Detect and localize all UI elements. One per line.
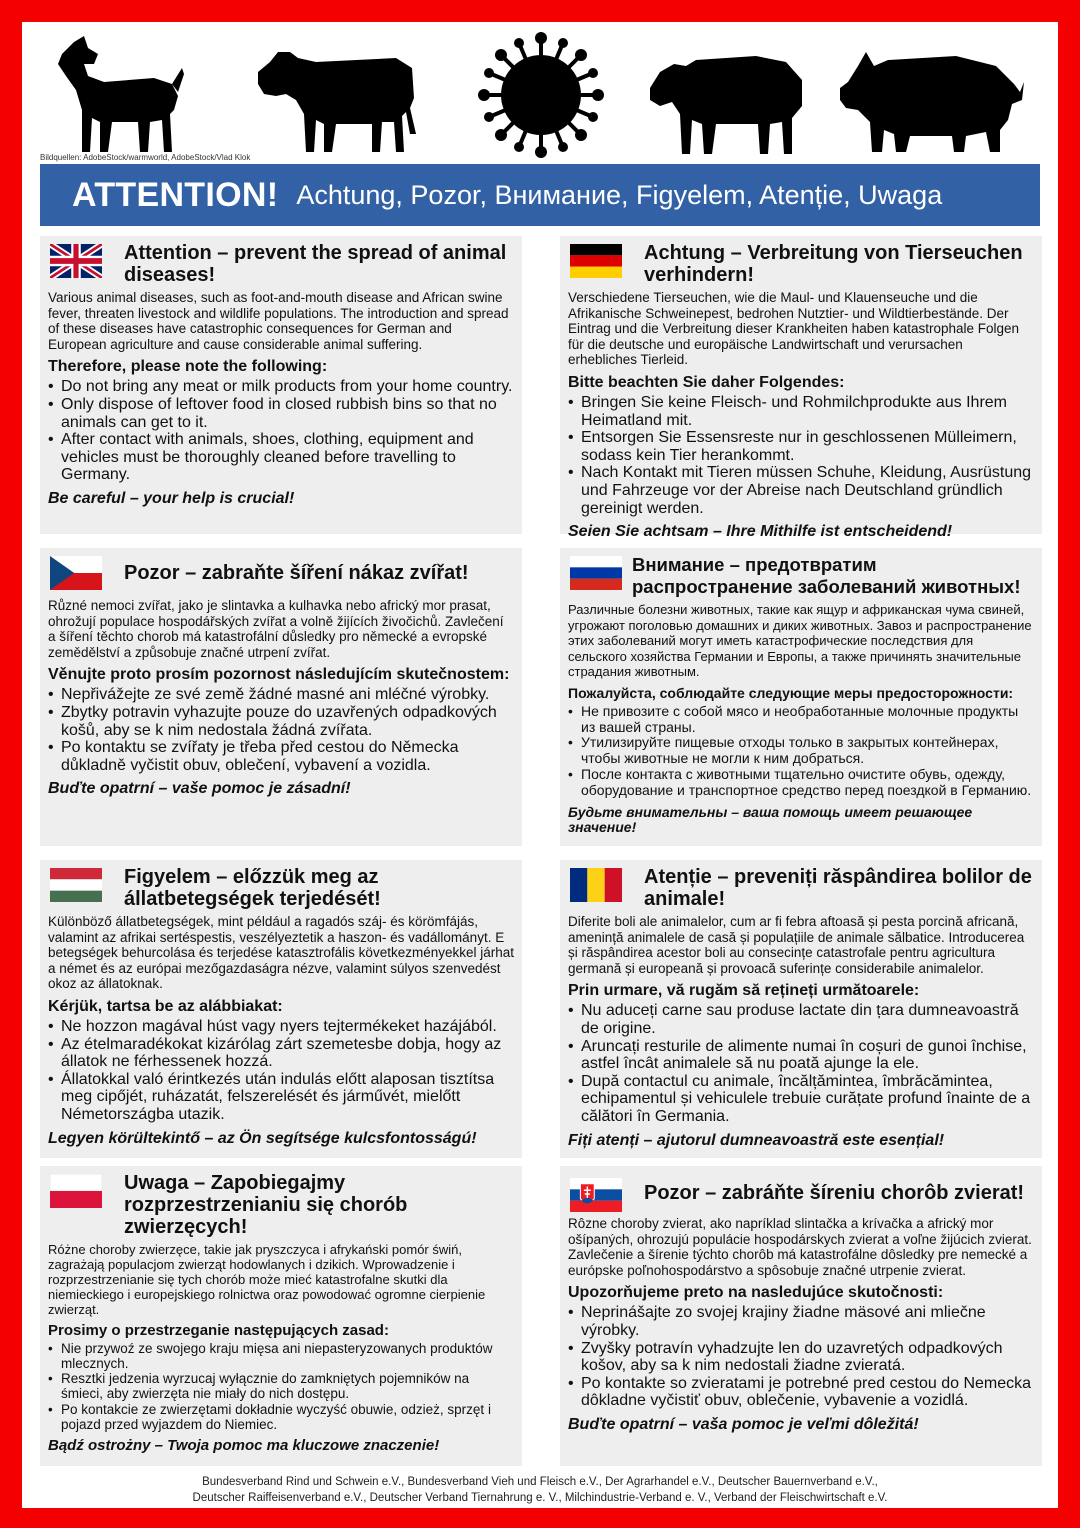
rules-list xyxy=(568,704,1034,799)
list-item: • Nach Kontakt mit Tieren müssen Schuhe, Kleidung, Ausrüstung und Fahrzeuge vor der Abreise nach Deutschland gründlich gereinigt werden. xyxy=(568,464,1034,517)
rules-list xyxy=(48,686,514,774)
rules-list xyxy=(48,1341,514,1432)
attention-banner xyxy=(40,164,1040,226)
section-english xyxy=(40,236,522,534)
section-intro: Různé nemoci zvířat, jako je slintavka a kulhavka nebo africký mor prasat, ohrožují populace hospodářských zvířat a volně žijících živočichů. Zavlečení a šíření těchto chorob má katastrofální důsledky pro německé a evropské zemědělství a způsobuje značné utrpení zvířat. xyxy=(48,598,504,660)
list-item: • Nie przywoź ze swojego kraju mięsa ani niepasteryzowanych produktów mlecznych. xyxy=(48,1341,514,1371)
romania-flag-icon xyxy=(570,868,622,902)
list-item: • Zbytky potravin vyhazujte pouze do uzavřených odpadkových košů, aby se k nim nedostala žádná zvířata. xyxy=(48,704,514,739)
section-intro: Różne choroby zwierzęce, takie jak pryszczyca i afrykański pomór świń, zagrażają populacjom zwierząt hodowlanych i dzikich. Wprowadzenie i rozprzestrzenianie się tych chorób może mieć katastrofalne skutki dla niemieckiego i europejskiego rolnictwa oraz powodować ogromne cierpienie zwierząt. xyxy=(48,1242,486,1317)
section-lead: Upozorňujeme preto na nasledujúce skutočnosti: xyxy=(568,1284,944,1302)
list-item: • После контакта с животными тщательно очистите обувь, одежду, оборудование и транспортное средство перед поездкой в Германию. xyxy=(568,767,1034,799)
section-intro: Различные болезни животных, такие как ящур и африканская чума свиней, угрожают поголовью домашних и диких животных. Завоз и распространение этих заболеваний могут иметь катастрофические последствия для сельского хозяйства Германии и Европы, а также причинять значительные страдания животным. xyxy=(568,602,1032,680)
section-lead: Пожалуйста, соблюдайте следующие меры предосторожности: xyxy=(568,684,1014,701)
section-title: Pozor – zabráňte šíreniu chorôb zvierat! xyxy=(644,1182,1025,1204)
germany-flag-icon xyxy=(570,244,622,278)
czech-flag-icon xyxy=(50,556,102,590)
list-item: • Only dispose of leftover food in closed rubbish bins so that no animals can get to it. xyxy=(48,396,514,431)
section-german xyxy=(560,236,1042,541)
section-lead: Věnujte proto prosím pozornost následujícím skutečnostem: xyxy=(48,666,510,684)
list-item: • Aruncați resturile de alimente numai în coșuri de gunoi închise, astfel încât animalele să nu poată ajunge la ele. xyxy=(568,1038,1034,1073)
list-item: • Az ételmaradékokat kizárólag zárt szemetesbe dobja, hogy az állatok ne férhessenek hozzá. xyxy=(48,1036,514,1071)
section-closing: Legyen körültekintő – az Ön segítsége kulcsfontosságú! xyxy=(48,1129,477,1147)
section-closing: Buďte opatrní – vaše pomoc je zásadní! xyxy=(48,780,351,798)
section-title: Figyelem – előzzük meg az állatbetegségek terjedését! xyxy=(124,866,381,910)
banner-headline: ATTENTION! xyxy=(72,175,279,214)
section-lead: Bitte beachten Sie daher Folgendes: xyxy=(568,373,845,391)
section-title: Achtung – Verbreitung von Tierseuchen verhindern! xyxy=(644,242,1023,286)
list-item: • Не привозите с собой мясо и необработанные молочные продукты из вашей страны. xyxy=(568,704,1034,736)
section-romanian xyxy=(560,860,1042,1158)
uk-flag-icon xyxy=(50,244,102,278)
list-item: • Утилизируйте пищевые отходы только в закрытых контейнерах, чтобы животные не могли к ним добраться. xyxy=(568,735,1034,767)
section-czech xyxy=(40,548,522,846)
section-intro: Verschiedene Tierseuchen, wie die Maul- und Klauenseuche und die Afrikanische Schweinepest, bedrohen Nutztier- und Wildtierbestände. Der Eintrag und die Verbreitung dieser Krankheiten haben katastrophale Folgen für die deutsche und europäische Landwirtschaft und verursachen erhebliches Tierleid. xyxy=(568,290,1020,368)
list-item: • Zvyšky potravín vyhadzujte len do uzavretých odpadkových košov, aby sa k nim nedostali žiadne zvieratá. xyxy=(568,1340,1034,1375)
section-title: Atenție – preveniți răspândirea bolilor de animale! xyxy=(644,866,1032,910)
list-item: • Ne hozzon magával húst vagy nyers tejtermékeket hazájából. xyxy=(48,1018,514,1036)
footer-line: Deutscher Raiffeisenverband e.V., Deutscher Verband Tiernahrung e. V., Milchindustrie-Verband e. V., Verband der Fleischwirtschaft e.V. xyxy=(192,1492,888,1504)
image-credit: Bildquellen: AdobeStock/warmworld, AdobeStock/Vlad Klok xyxy=(40,153,251,162)
section-lead: Prin urmare, vă rugăm să rețineți următoarele: xyxy=(568,982,920,1000)
section-title: Внимание – предотвратим распространение заболеваний животных! xyxy=(632,554,1021,597)
list-item: • Do not bring any meat or milk products from your home country. xyxy=(48,378,514,396)
section-closing: Be careful – your help is crucial! xyxy=(48,489,295,507)
section-slovak xyxy=(560,1166,1042,1466)
rules-list xyxy=(568,1304,1034,1410)
section-polish xyxy=(40,1166,522,1466)
section-intro: Különböző állatbetegségek, mint például a ragadós száj- és körömfájás, valamint az afrikai sertéspestis, veszélyeztetik a haszon- és vadállományt. E betegségek behurcolása és terjedése katasztrofális következményekkel járhat a német és az európai mezőgazdaságra nézve, valamint súlyos szenvedést okoz az állatoknak. xyxy=(48,914,515,992)
goat-silhouette xyxy=(54,34,186,158)
rules-list xyxy=(568,1002,1034,1125)
list-item: • Neprinášajte zo svojej krajiny žiadne mäsové ani mliečne výrobky. xyxy=(568,1304,1034,1339)
russia-flag-icon xyxy=(570,556,622,590)
virus-icon xyxy=(476,30,606,160)
banner-languages: Achtung, Pozor, Внимание, Figyelem, Atenție, Uwaga xyxy=(296,179,943,210)
rules-list xyxy=(48,378,514,484)
section-lead: Therefore, please note the following: xyxy=(48,358,328,376)
section-lead: Prosimy o przestrzeganie następujących zasad: xyxy=(48,1322,389,1339)
section-russian xyxy=(560,548,1042,846)
section-title: Attention – prevent the spread of animal diseases! xyxy=(124,242,507,286)
section-closing: Buďte opatrní – vaša pomoc je veľmi dôležitá! xyxy=(568,1415,919,1433)
list-item: • Po kontaktu se zvířaty je třeba před cestou do Německa důkladně vyčistit obuv, oblečení, vybavení a vozidla. xyxy=(48,739,514,774)
section-intro: Various animal diseases, such as foot-and-mouth disease and African swine fever, threaten livestock and wildlife populations. The introduction and spread of these diseases have catastrophic consequences for German and European agriculture and cause considerable animal suffering. xyxy=(48,290,509,352)
list-item: • Bringen Sie keine Fleisch- und Rohmilchprodukte aus Ihrem Heimatland mit. xyxy=(568,394,1034,429)
section-intro: Diferite boli ale animalelor, cum ar fi febra aftoasă și pesta porcină africană, amenință animalele de casă și populațiile de animale sălbatice. Introducerea și răspândirea acestor boli au consecințe catastrofale pentru agricultura germană și europeană și provoacă suferințe considerabile animalelor. xyxy=(568,914,1025,976)
list-item: • Állatokkal való érintkezés után indulás előtt alaposan tisztítsa meg cipőjét, ruházatát, felszerelését és járművét, mielőtt Németországba utazik. xyxy=(48,1071,514,1124)
cow-silhouette xyxy=(256,38,420,158)
section-hungarian xyxy=(40,860,522,1158)
section-closing: Будьте внимательны – ваша помощь имеет решающее значение! xyxy=(568,803,973,836)
section-lead: Kérjük, tartsa be az alábbiakat: xyxy=(48,997,283,1015)
list-item: • Nu aduceți carne sau produse lactate din țara dumneavoastră de origine. xyxy=(568,1002,1034,1037)
list-item: • After contact with animals, shoes, clothing, equipment and vehicles must be thoroughly cleaned before travelling to Germany. xyxy=(48,431,514,484)
list-item: • Resztki jedzenia wyrzucaj wyłącznie do zamkniętych pojemników na śmieci, aby zwierzęta nie miały do nich dostępu. xyxy=(48,1371,514,1401)
section-closing: Fiți atenți – ajutorul dumneavoastră este esențial! xyxy=(568,1131,945,1149)
poland-flag-icon xyxy=(50,1174,102,1208)
hungary-flag-icon xyxy=(50,868,102,902)
slovakia-flag-icon xyxy=(570,1178,622,1212)
pig-silhouette xyxy=(836,42,1026,158)
section-closing: Seien Sie achtsam – Ihre Mithilfe ist entscheidend! xyxy=(568,523,953,541)
section-closing: Bądź ostrożny – Twoja pomoc ma kluczowe znaczenie! xyxy=(48,1437,440,1455)
list-item: • Po kontakcie ze zwierzętami dokładnie wyczyść obuwie, odzież, sprzęt i pojazd przed wyjazdem do Niemiec. xyxy=(48,1402,514,1432)
footer-line: Bundesverband Rind und Schwein e.V., Bundesverband Vieh und Fleisch e.V., Der Agrarhandel e.V., Deutscher Bauernverband e.V., xyxy=(202,1476,878,1488)
list-item: • Nepřivážejte ze své země žádné masné ani mléčné výrobky. xyxy=(48,686,514,704)
rules-list xyxy=(568,394,1034,517)
section-intro: Rôzne choroby zvierat, ako napríklad slintačka a krívačka a africký mor ošípaných, ohrozujú populácie hospodárskych zvierat a voľne žijúcich zvierat. Zavlečenie a šírenie týchto chorôb má katastrofálne dôsledky pre nemecké a európske poľnohospodárstvo a spôsobuje značné utrpenie zvierat. xyxy=(568,1216,1032,1278)
rules-list xyxy=(48,1018,514,1124)
list-item: • După contactul cu animale, încălțămintea, îmbrăcămintea, echipamentul și vehiculele trebuie curățate profund înainte de a călători în Germania. xyxy=(568,1073,1034,1126)
section-title: Pozor – zabraňte šíření nákaz zvířat! xyxy=(124,562,469,584)
list-item: • Entsorgen Sie Essensreste nur in geschlossenen Mülleimern, sodass kein Tier herankommt. xyxy=(568,429,1034,464)
sheep-silhouette xyxy=(646,44,806,158)
footer-associations xyxy=(40,1474,1040,1506)
animal-illustrations xyxy=(40,30,1040,160)
section-title: Uwaga – Zapobiegajmy rozprzestrzenianiu się chorób zwierzęcych! xyxy=(124,1172,408,1238)
list-item: • Po kontakte so zvieratami je potrebné pred cestou do Nemecka dôkladne vyčistiť obuv, oblečenie, vybavenie a vozidlá. xyxy=(568,1375,1034,1410)
